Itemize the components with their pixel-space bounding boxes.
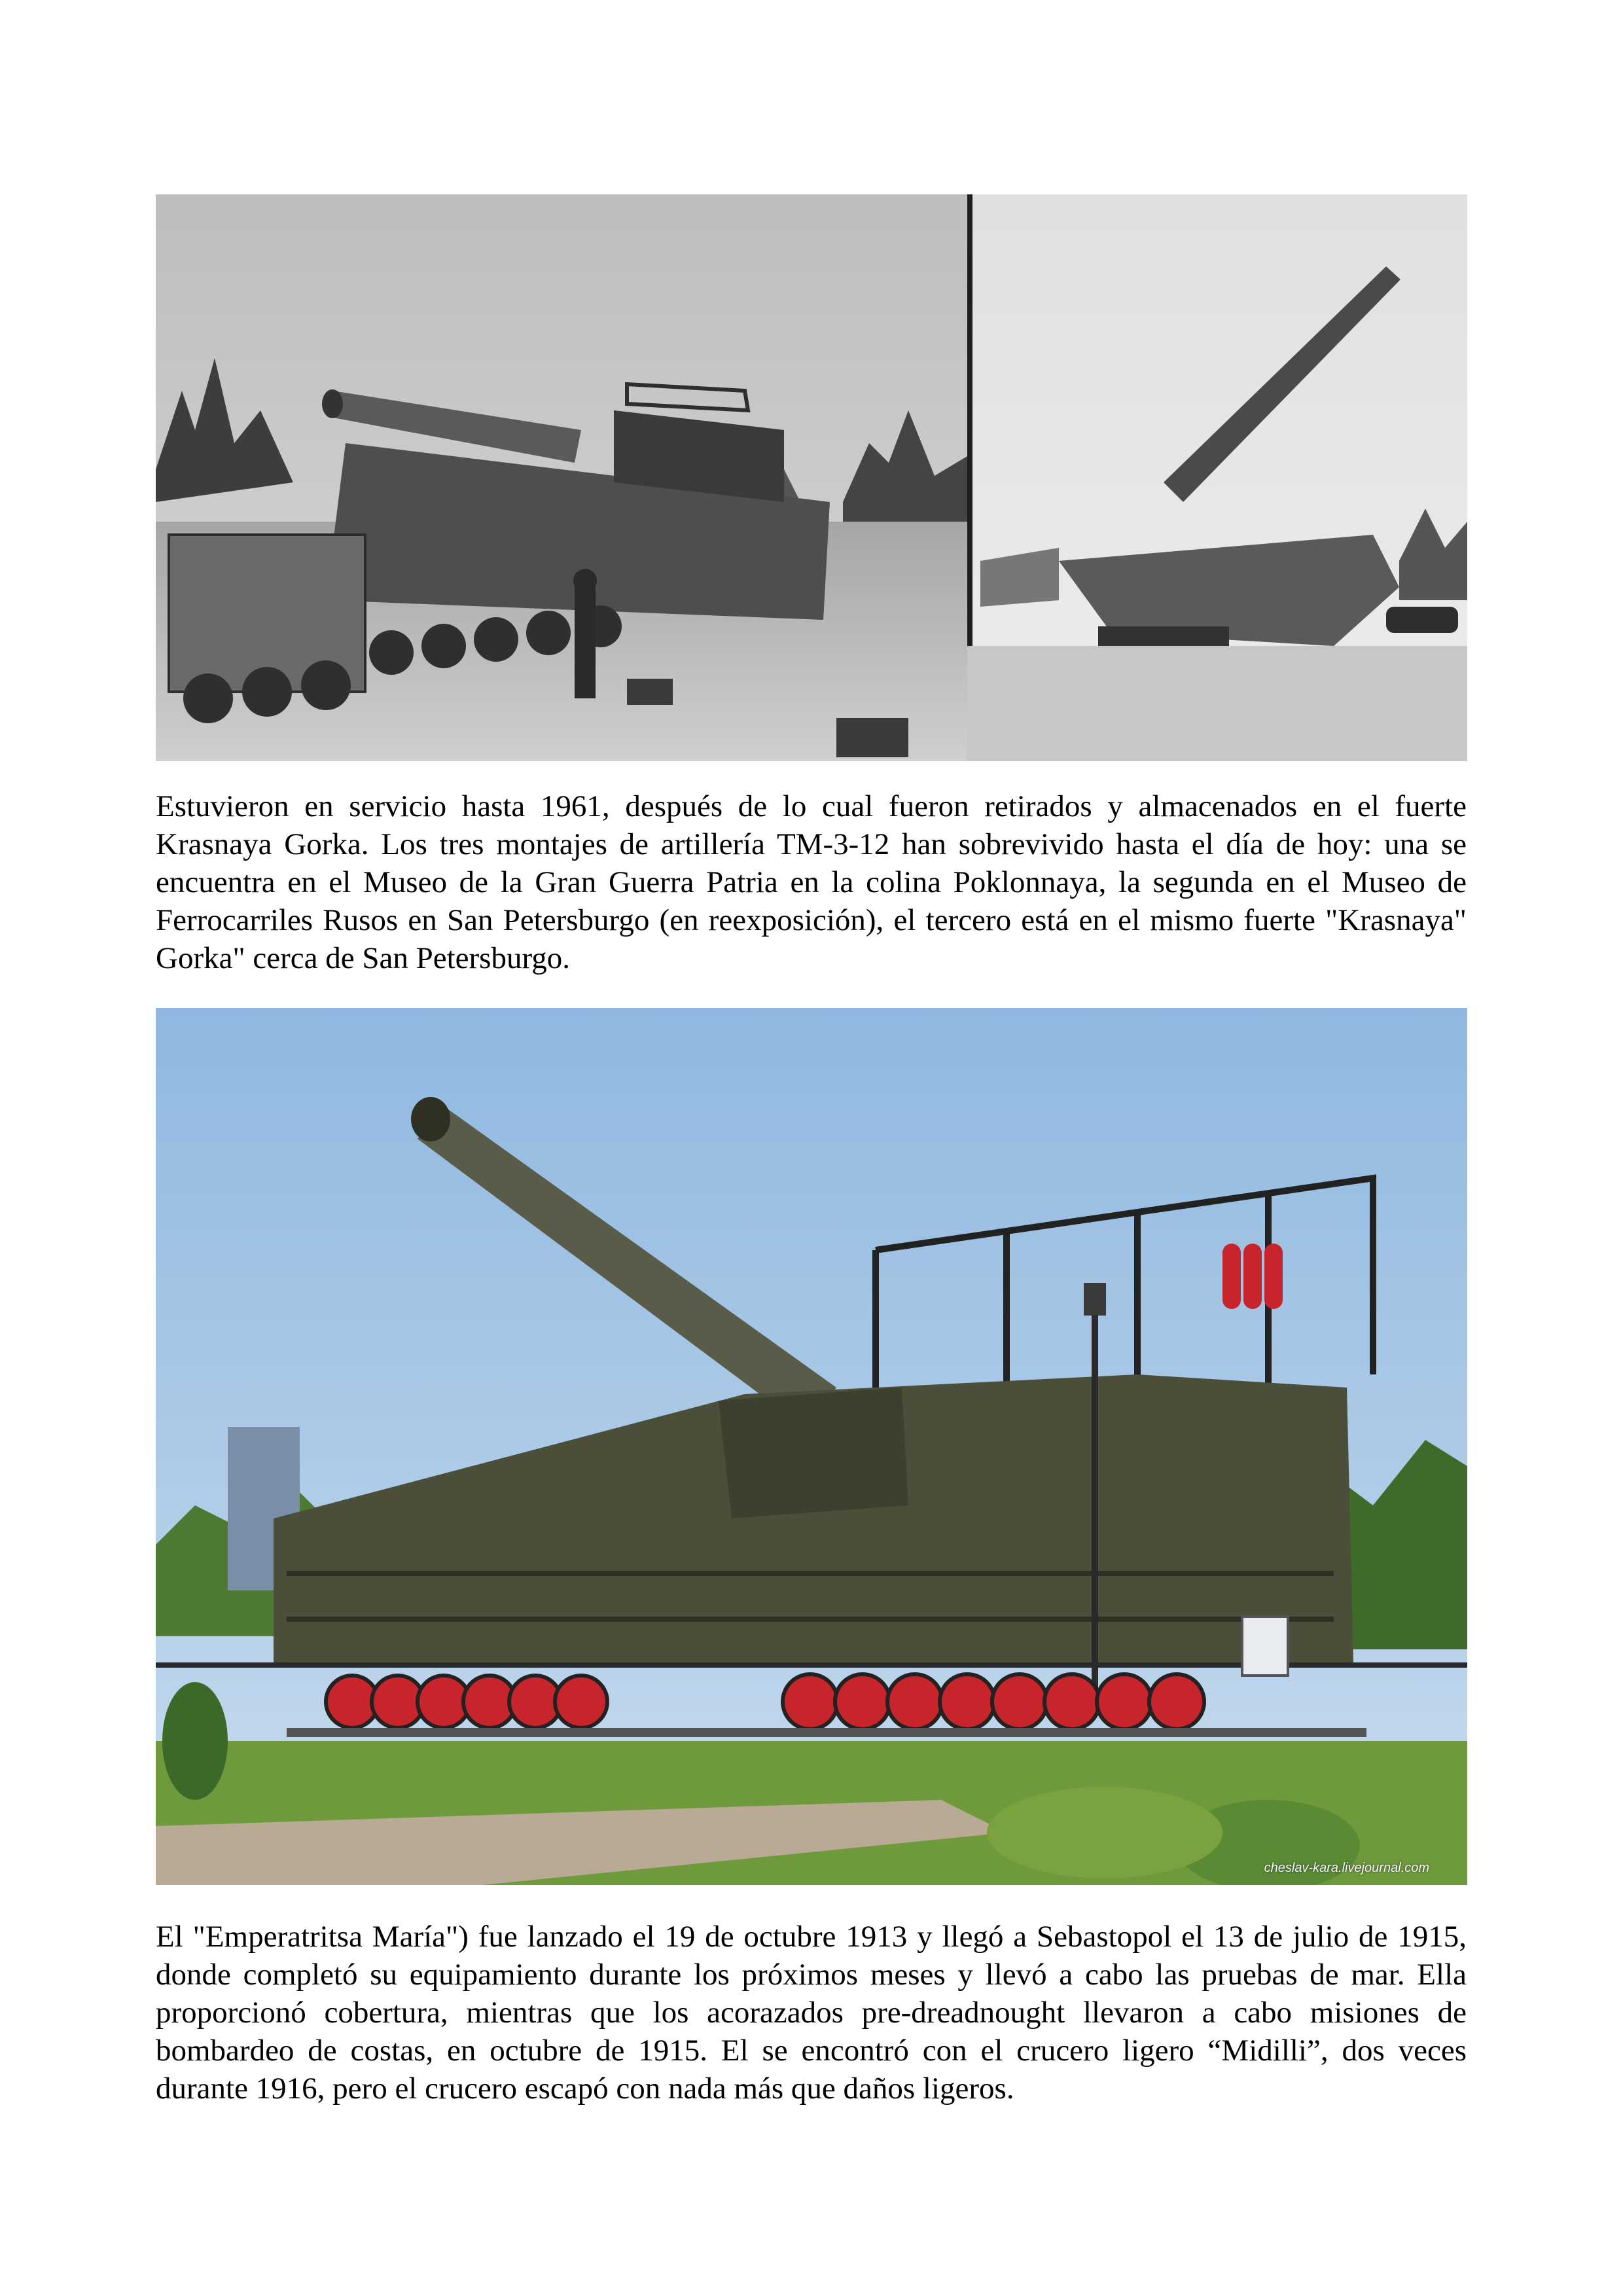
- photo-watermark: cheslav-kara.livejournal.com: [1264, 1861, 1429, 1875]
- paragraph-emperatritsa-maria: El "Emperatritsa María") fue lanzado el 19 de octubre 1913 y llegó a Sebastopol el 13 de julio de 1915, donde completó su equipamiento durante los próximos meses y llevó a cabo las pruebas de mar. Ella proporcionó cobertura, mientras que los acorazados pre-dreadnought llevaron a cabo misiones de bombardeo de costas, en octubre de 1915. El se encontró con el crucero ligero “Midilli”, dos veces durante 1916, pero el crucero escapó con nada más que daños ligeros.: [156, 1920, 1467, 2106]
- color-photo-tm-3-12-museum: [156, 1008, 1467, 1885]
- archival-photo-railway-gun-left: [156, 194, 967, 761]
- paragraph-museum-history: Estuvieron en servicio hasta 1961, después de lo cual fueron retirados y almacenados en el fuerte Krasnaya Gorka. Los tres montajes de artillería TM-3-12 han sobrevivido hasta el día de hoy: una se encuentra en el Museo de la Gran Guerra Patria en la colina Poklonnaya, la segunda en el Museo de Ferrocarriles Rusos en San Petersburgo (en reexposición), el tercero está en el mismo fuerte "Krasnaya" Gorka" cerca de San Petersburgo.: [156, 789, 1467, 975]
- archival-photo-railway-gun-right: [967, 194, 1467, 761]
